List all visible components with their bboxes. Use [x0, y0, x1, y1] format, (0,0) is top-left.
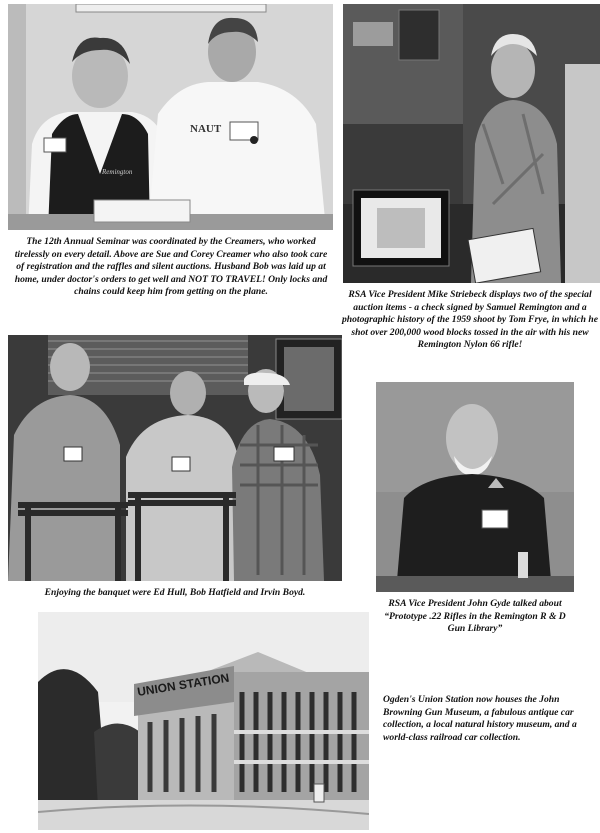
shirt-text-naut: NAUT: [190, 123, 222, 135]
photo-union-station: [38, 612, 369, 830]
photo-striebeck: [343, 4, 600, 283]
shirt-text-remington: Remington: [102, 168, 133, 176]
caption-banquet: Enjoying the banquet were Ed Hull, Bob Hatfield and Irvin Boyd.: [44, 587, 306, 598]
photo-banquet: [8, 335, 342, 581]
photo-creamers: [8, 4, 333, 230]
station-sign-text: UNION STATION: [136, 670, 231, 699]
caption-creamers: The 12th Annual Seminar was coordinated by the Creamers, who worked tirelessly on every detail. Above are Sue and Corey Creamer who also took care of registration and the raffles and silent auctions. Husband Bob was laid up at home, under doctor's orders to get well and NOT TO TRAVEL! Only locks and chains could keep him from getting on the plane.: [14, 236, 328, 298]
caption-gyde: RSA Vice President John Gyde talked about “Prototype .22 Rifles in the Remington R & D Gun Library”: [384, 598, 566, 635]
caption-striebeck: RSA Vice President Mike Striebeck displays two of the special auction items - a check signed by Samuel Remington and a photographic history of the 1959 shoot by Tom Frye, in which he shot over 200,000 wood blocks tossed in the air with his new Remington Nylon 66 rifle!: [341, 289, 599, 351]
caption-union-station: Ogden's Union Station now houses the John Browning Gun Museum, a fabulous antique car collection, a local natural history museum, and a world-class railroad car collection.: [383, 694, 577, 743]
photo-gyde: [376, 382, 574, 592]
